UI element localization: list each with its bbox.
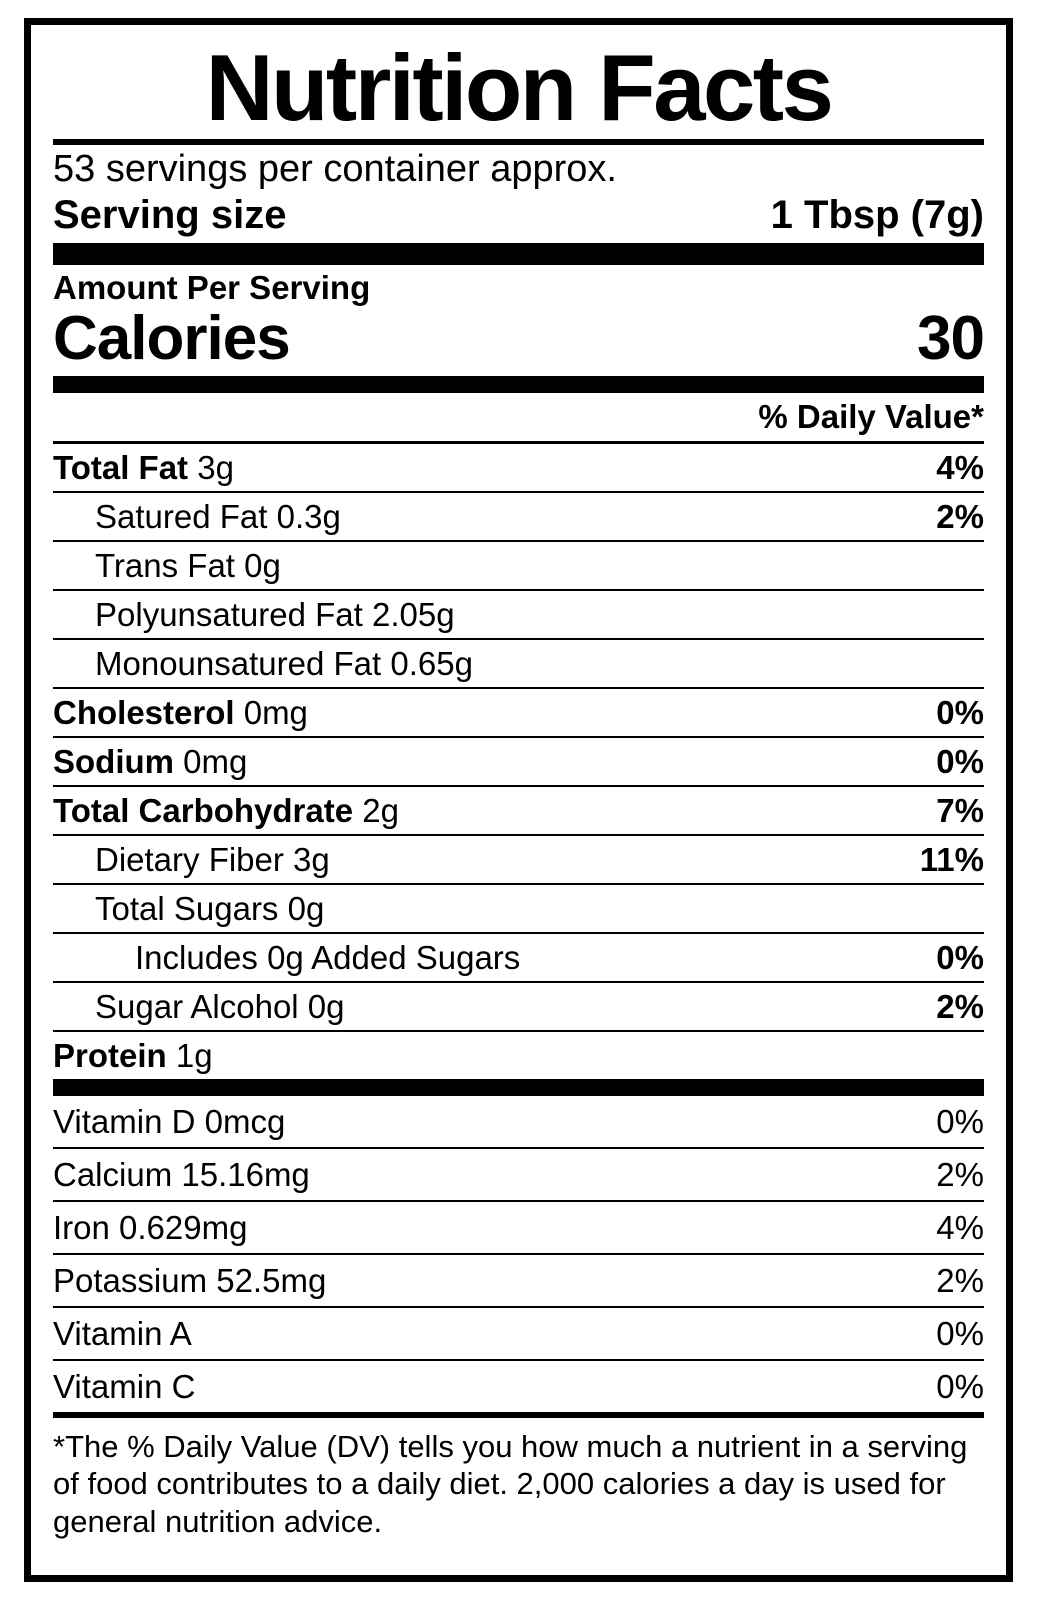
serving-size-row (53, 192, 984, 243)
vitamin-daily-value: 2% (936, 1261, 984, 1299)
nutrient-list (53, 444, 984, 1079)
nutrient-name: Satured Fat 0.3g (95, 497, 341, 535)
nutrient-row (53, 444, 984, 493)
nutrient-name: Dietary Fiber 3g (95, 840, 330, 878)
vitamin-name: Calcium 15.16mg (53, 1155, 310, 1193)
nutrient-row (53, 836, 984, 885)
nutrient-daily-value: 0% (936, 938, 984, 976)
nutrient-row (53, 885, 984, 934)
nutrient-name: Trans Fat 0g (95, 546, 281, 584)
nutrient-name: Protein 1g (53, 1036, 213, 1074)
nutrient-daily-value: 2% (936, 497, 984, 535)
nutrient-daily-value: 0% (936, 693, 984, 731)
vitamin-list (53, 1096, 984, 1412)
daily-value-header: % Daily Value* (758, 397, 984, 435)
nutrient-row (53, 591, 984, 640)
nutrient-name: Polyunsatured Fat 2.05g (95, 595, 455, 633)
footnote: *The % Daily Value (DV) tells you how much a nutrient in a serving of food contributes to a daily diet. 2,000 calories a day is used for general nutrition advice. (53, 1428, 968, 1540)
nutrient-name: Monounsatured Fat 0.65g (95, 644, 473, 682)
vitamin-row (53, 1308, 984, 1361)
nutrient-name: Cholesterol 0mg (53, 693, 308, 731)
nutrient-name: Sodium 0mg (53, 742, 248, 780)
calories-label: Calories (53, 303, 290, 373)
vitamin-row (53, 1255, 984, 1308)
vitamin-name: Iron 0.629mg (53, 1208, 248, 1246)
servings-per-container: 53 servings per container approx. (53, 148, 617, 190)
amount-per-serving-label: Amount Per Serving (53, 269, 371, 307)
nutrient-row (53, 689, 984, 738)
vitamin-daily-value: 0% (936, 1102, 984, 1140)
vitamin-name: Potassium 52.5mg (53, 1261, 327, 1299)
serving-size-label: Serving size (53, 192, 287, 237)
nutrient-row (53, 1032, 984, 1079)
nutrient-row (53, 738, 984, 787)
divider-thick-top (53, 243, 984, 265)
nutrient-row (53, 542, 984, 591)
vitamin-row (53, 1361, 984, 1412)
vitamin-daily-value: 0% (936, 1367, 984, 1405)
calories-value: 30 (917, 303, 984, 373)
vitamin-daily-value: 4% (936, 1208, 984, 1246)
vitamin-row (53, 1096, 984, 1149)
nutrient-row (53, 493, 984, 542)
divider-thick-vitamins (53, 1079, 984, 1096)
nutrient-row (53, 787, 984, 836)
vitamin-name: Vitamin A (53, 1314, 192, 1352)
nutrient-row (53, 934, 984, 983)
vitamin-row (53, 1202, 984, 1255)
nutrient-name: Includes 0g Added Sugars (135, 938, 521, 976)
nutrient-row (53, 640, 984, 689)
vitamin-daily-value: 2% (936, 1155, 984, 1193)
nutrient-daily-value: 4% (936, 448, 984, 486)
nutrient-daily-value: 11% (919, 840, 984, 878)
nutrient-daily-value: 7% (936, 791, 984, 829)
vitamin-row (53, 1149, 984, 1202)
nutrient-name: Total Sugars 0g (95, 889, 325, 927)
nutrient-daily-value: 2% (936, 987, 984, 1025)
nutrient-name: Total Carbohydrate 2g (53, 791, 399, 829)
vitamin-name: Vitamin C (53, 1367, 196, 1405)
nutrition-facts-label (24, 18, 1013, 1582)
nutrient-name: Sugar Alcohol 0g (95, 987, 345, 1025)
serving-size-value: 1 Tbsp (7g) (770, 192, 984, 237)
nutrient-row (53, 983, 984, 1032)
vitamin-daily-value: 0% (936, 1314, 984, 1352)
nutrient-name: Total Fat 3g (53, 448, 234, 486)
divider-thick-calories (53, 376, 984, 393)
vitamin-name: Vitamin D 0mcg (53, 1102, 286, 1140)
nutrient-daily-value: 0% (936, 742, 984, 780)
calories-row (53, 303, 984, 376)
page-title: Nutrition Facts (205, 35, 832, 140)
